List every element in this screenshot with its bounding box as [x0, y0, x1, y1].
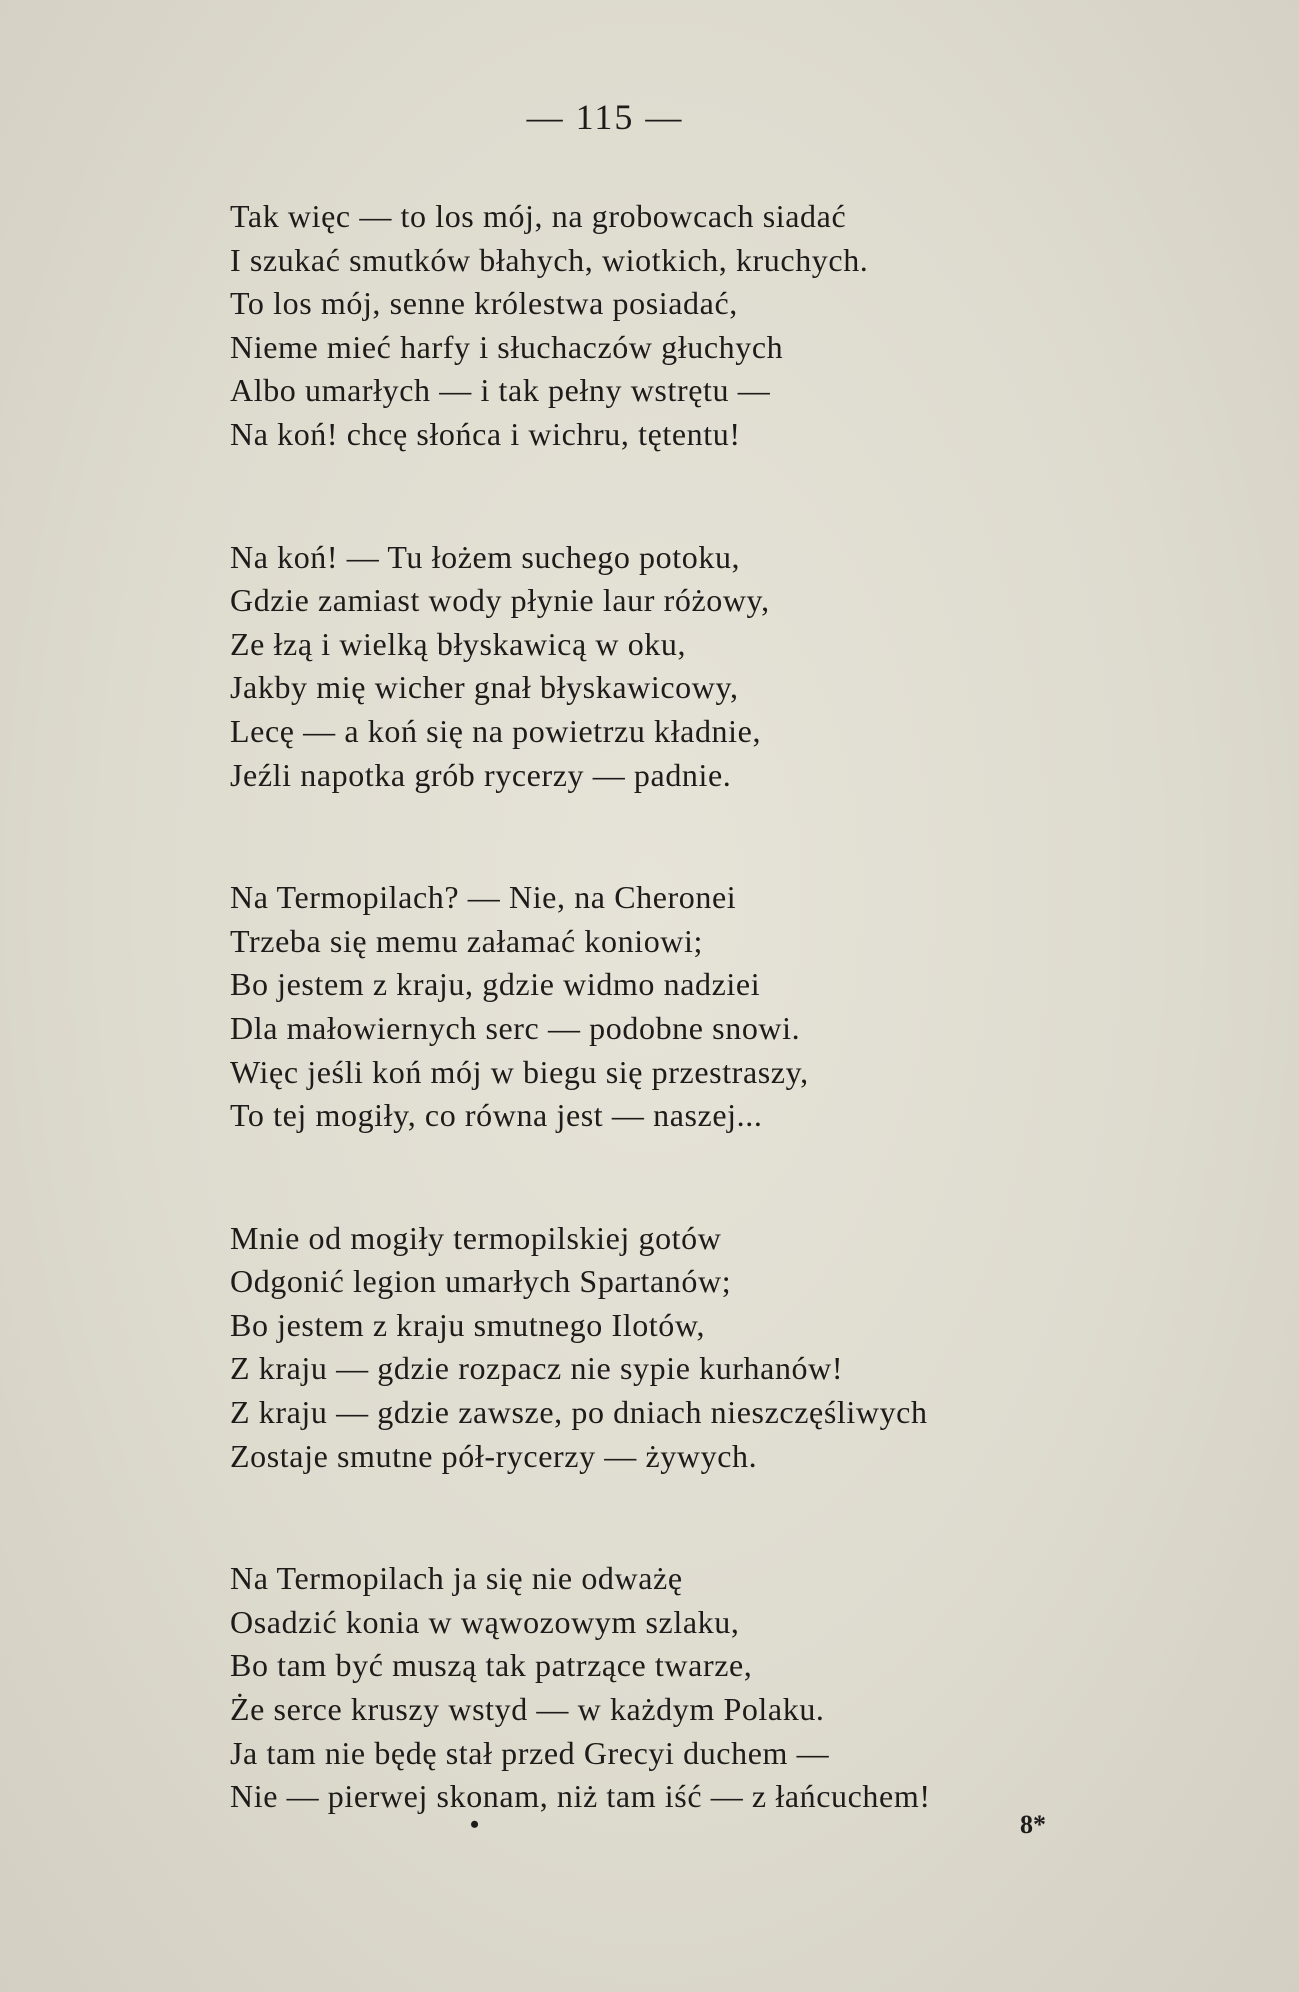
- poem-line: Ze łzą i wielką błyskawicą w oku,: [230, 625, 687, 662]
- poem-line: Z kraju — gdzie rozpacz nie sypie kurhanów!: [230, 1350, 844, 1387]
- poem-line: Na koń! — Tu łożem suchego potoku,: [230, 538, 741, 575]
- poem-line: Osadzić konia w wąwozowym szlaku,: [230, 1603, 740, 1640]
- poem-line: Że serce kruszy wstyd — w każdym Polaku.: [230, 1691, 825, 1728]
- poem-line: Jakby mię wicher gnał błyskawicowy,: [230, 669, 739, 706]
- poem-line: Na Termopilach? — Nie, na Cheronei: [230, 879, 737, 916]
- poem-line: Ja tam nie będę stał przed Grecyi duchem —: [230, 1734, 830, 1771]
- poem-line: Albo umarłych — i tak pełny wstrętu —: [230, 372, 771, 409]
- page-number: — 115 —: [526, 97, 684, 137]
- poem-line: Na koń! chcę słońca i wichru, tętentu!: [230, 415, 741, 452]
- poem-line: Nie — pierwej skonam, niż tam iść — z łańcuchem!: [230, 1778, 931, 1815]
- stanza-2: [230, 536, 1130, 798]
- signature-mark: 8*: [1020, 1810, 1046, 1839]
- poem-line: Dla małowiernych serc — podobne snowi.: [230, 1009, 801, 1046]
- stanza-4: [230, 1217, 1130, 1479]
- poem-line: Na Termopilach ja się nie odważę: [230, 1560, 683, 1597]
- poem-line: Więc jeśli koń mój w biegu się przestraszy,: [230, 1053, 809, 1090]
- stanza-3: [230, 876, 1130, 1138]
- poem-line: Mnie od mogiły termopilskiej gotów: [230, 1219, 722, 1256]
- footer-dot: •: [470, 1810, 480, 1839]
- poem-line: I szukać smutków błahych, wiotkich, kruchych.: [230, 241, 869, 278]
- poem-line: Bo jestem z kraju smutnego Ilotów,: [230, 1306, 706, 1343]
- poem-line: Jeźli napotka grób rycerzy — padnie.: [230, 756, 732, 793]
- poem-line: Z kraju — gdzie zawsze, po dniach nieszczęśliwych: [230, 1394, 928, 1431]
- poem-line: To los mój, senne królestwa posiadać,: [230, 285, 738, 322]
- poem-line: Tak więc — to los mój, na grobowcach siadać: [230, 198, 847, 234]
- poem-line: To tej mogiły, co równa jest — naszej...: [230, 1097, 763, 1134]
- poem-line: Lecę — a koń się na powietrzu kładnie,: [230, 712, 762, 749]
- poem-line: Nieme mieć harfy i słuchaczów głuchych: [230, 328, 784, 365]
- stanza-5: [230, 1557, 1130, 1819]
- poem-line: Odgonić legion umarłych Spartanów;: [230, 1263, 732, 1300]
- poem-line: Gdzie zamiast wody płynie laur różowy,: [230, 582, 770, 619]
- poem-line: Trzeba się memu załamać koniowi;: [230, 922, 703, 959]
- poem-body: [230, 195, 1130, 1819]
- poem-line: Bo tam być muszą tak patrzące twarze,: [230, 1647, 753, 1684]
- poem-line: Bo jestem z kraju, gdzie widmo nadziei: [230, 966, 761, 1003]
- stanza-1: [230, 195, 1130, 457]
- page-footer: [0, 1810, 1299, 1850]
- poem-line: Zostaje smutne pół-rycerzy — żywych.: [230, 1437, 758, 1474]
